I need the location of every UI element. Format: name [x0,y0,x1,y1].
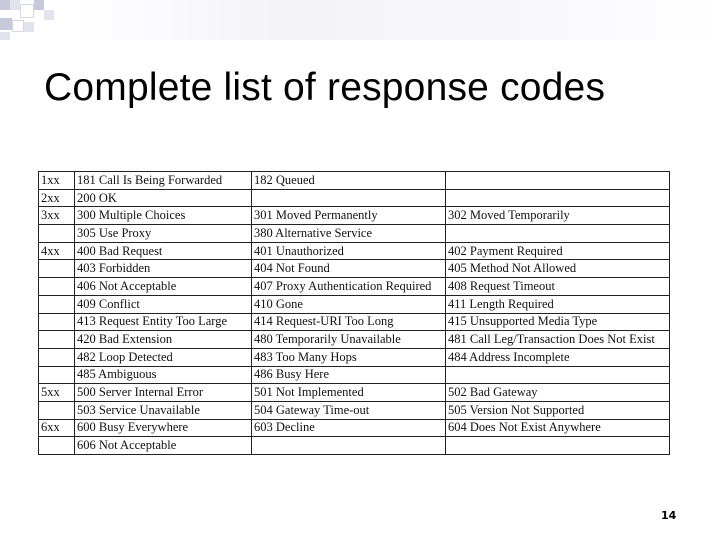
table-row [39,331,670,349]
response-codes-table [38,171,670,455]
table-row [39,207,670,225]
response-code-cell: 400 Bad Request [75,242,252,260]
response-code-cell: 483 Too Many Hops [252,348,446,366]
code-class-cell: 4xx [39,242,75,260]
decoration-square [12,20,24,32]
table-row [39,384,670,402]
response-code-cell [252,189,446,207]
decoration-square [34,0,44,10]
response-code-cell: 413 Request Entity Too Large [75,313,252,331]
response-code-cell: 410 Gone [252,295,446,313]
response-code-cell: 485 Ambiguous [75,366,252,384]
response-code-cell: 402 Payment Required [446,242,670,260]
response-code-cell: 481 Call Leg/Transaction Does Not Exist [446,331,670,349]
table-row [39,313,670,331]
code-class-cell: 5xx [39,384,75,402]
response-code-cell: 200 OK [75,189,252,207]
code-class-cell [39,437,75,455]
response-code-cell: 405 Method Not Allowed [446,260,670,278]
response-code-cell [446,189,670,207]
table-row [39,437,670,455]
response-code-cell: 500 Server Internal Error [75,384,252,402]
code-class-cell [39,225,75,243]
page-number: 14 [661,509,677,522]
response-code-cell: 406 Not Acceptable [75,278,252,296]
response-code-cell: 408 Request Timeout [446,278,670,296]
code-class-cell: 2xx [39,189,75,207]
code-class-cell [39,366,75,384]
table-row [39,260,670,278]
response-code-cell: 404 Not Found [252,260,446,278]
code-class-cell [39,331,75,349]
header-decoration [0,0,720,40]
table-row [39,242,670,260]
response-code-cell: 403 Forbidden [75,260,252,278]
decoration-square [20,4,34,18]
table-row [39,295,670,313]
response-code-cell [446,437,670,455]
table-body [39,172,670,455]
response-code-cell: 501 Not Implemented [252,384,446,402]
response-code-cell: 484 Address Incomplete [446,348,670,366]
code-class-cell [39,260,75,278]
code-class-cell: 3xx [39,207,75,225]
response-code-cell: 504 Gateway Time-out [252,401,446,419]
decoration-square [10,0,20,10]
response-code-cell: 604 Does Not Exist Anywhere [446,419,670,437]
table-row [39,172,670,190]
table-row [39,278,670,296]
response-code-cell: 600 Busy Everywhere [75,419,252,437]
response-code-cell: 302 Moved Temporarily [446,207,670,225]
response-code-cell: 182 Queued [252,172,446,190]
decoration-square [24,22,34,32]
response-code-cell: 420 Bad Extension [75,331,252,349]
response-code-cell [446,225,670,243]
response-code-cell: 409 Conflict [75,295,252,313]
table-row [39,419,670,437]
code-class-cell [39,401,75,419]
response-code-cell: 486 Busy Here [252,366,446,384]
response-code-cell: 480 Temporarily Unavailable [252,331,446,349]
response-code-cell: 305 Use Proxy [75,225,252,243]
response-code-cell: 414 Request-URI Too Long [252,313,446,331]
response-code-cell: 502 Bad Gateway [446,384,670,402]
response-code-cell: 415 Unsupported Media Type [446,313,670,331]
response-code-cell: 301 Moved Permanently [252,207,446,225]
response-code-cell [446,366,670,384]
table-row [39,366,670,384]
response-code-cell: 411 Length Required [446,295,670,313]
response-code-cell: 606 Not Acceptable [75,437,252,455]
decoration-square [0,32,10,40]
response-code-cell: 407 Proxy Authentication Required [252,278,446,296]
code-class-cell [39,313,75,331]
table-row [39,348,670,366]
table-row [39,225,670,243]
slide-title: Complete list of response codes [44,66,606,109]
decoration-square [44,10,54,20]
code-class-cell [39,295,75,313]
response-code-cell [252,437,446,455]
code-class-cell: 1xx [39,172,75,190]
response-code-cell: 401 Unauthorized [252,242,446,260]
response-code-cell: 603 Decline [252,419,446,437]
response-code-cell: 181 Call Is Being Forwarded [75,172,252,190]
decoration-square [0,18,12,30]
response-code-cell [446,172,670,190]
code-class-cell: 6xx [39,419,75,437]
response-code-cell: 380 Alternative Service [252,225,446,243]
response-code-cell: 505 Version Not Supported [446,401,670,419]
code-class-cell [39,278,75,296]
table-row [39,189,670,207]
table-row [39,401,670,419]
code-class-cell [39,348,75,366]
response-code-cell: 503 Service Unavailable [75,401,252,419]
decoration-square [0,0,10,10]
response-code-cell: 482 Loop Detected [75,348,252,366]
response-code-cell: 300 Multiple Choices [75,207,252,225]
